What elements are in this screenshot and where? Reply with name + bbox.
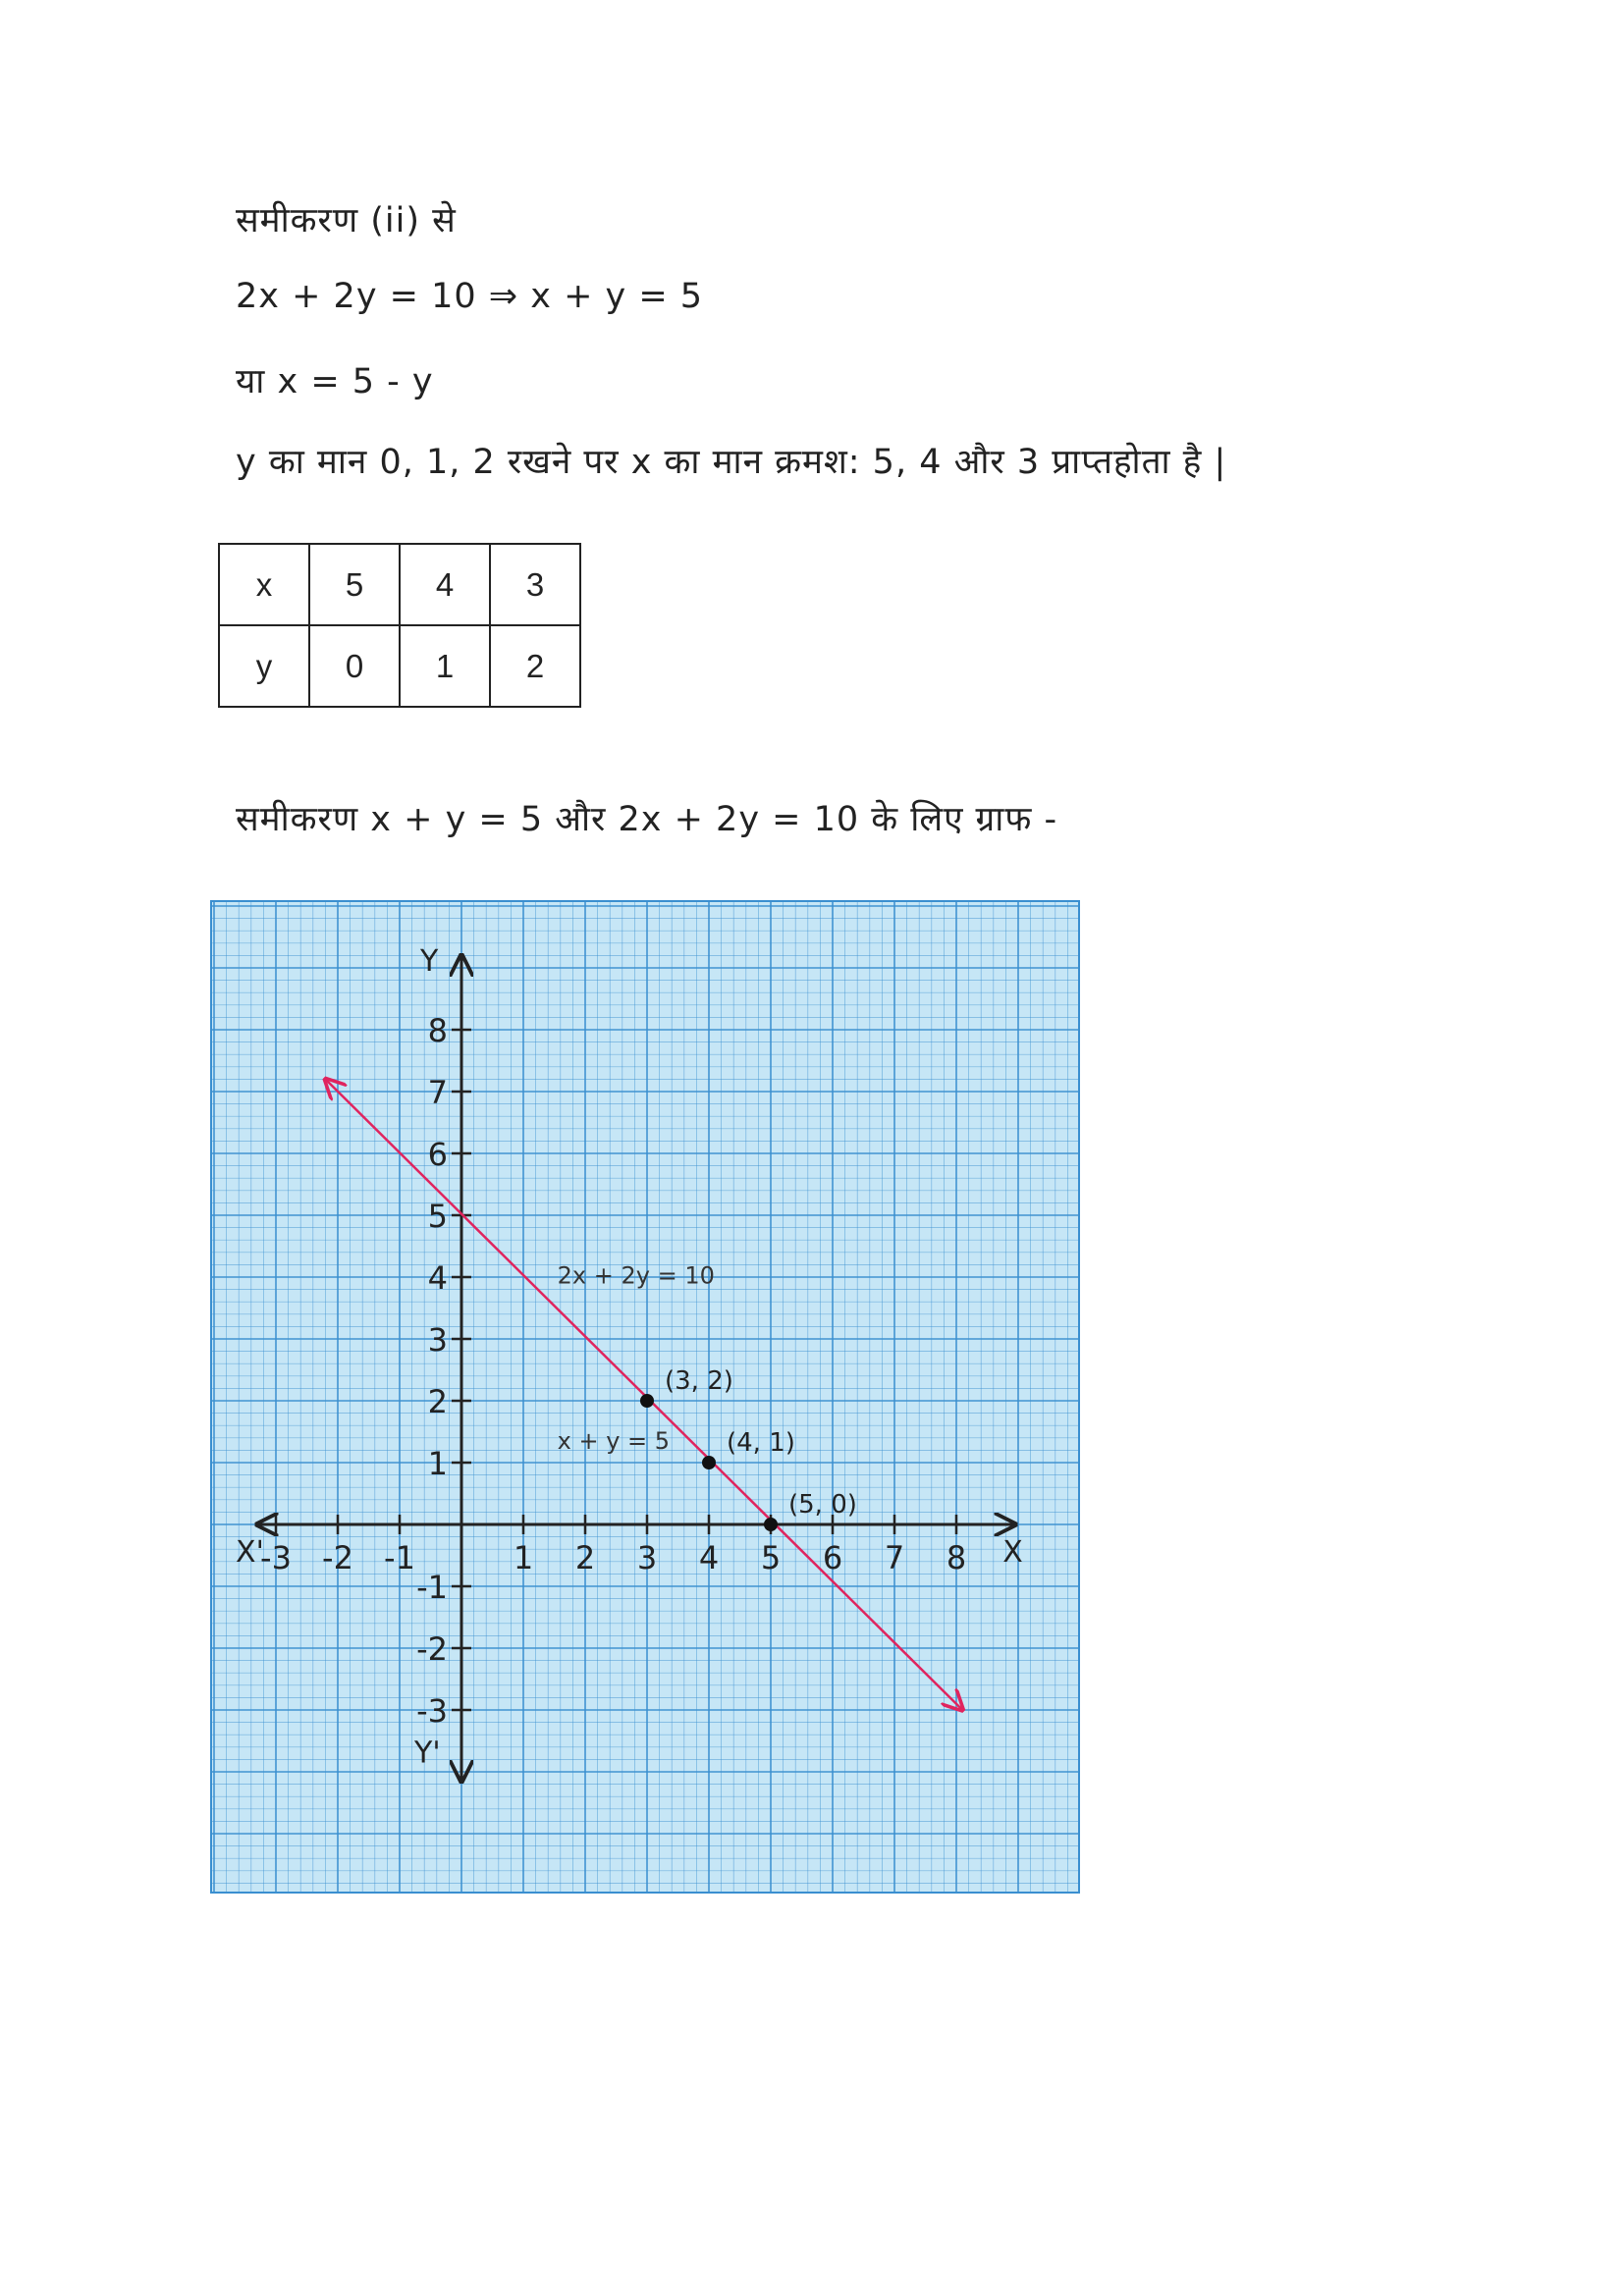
- y-tick-label: 3: [427, 1321, 448, 1359]
- data-point: [640, 1394, 654, 1408]
- y-tick-label: 7: [427, 1074, 448, 1111]
- x-tick-label: 7: [884, 1539, 905, 1576]
- x-tick-label: 5: [760, 1539, 782, 1576]
- y-axis-neg-label: Y': [414, 1735, 441, 1771]
- graph-heading: समीकरण x + y = 5 और 2x + 2y = 10 के लिए ग्राफ -: [236, 800, 1058, 839]
- graph-paper-chart: [210, 900, 1080, 1894]
- table-cell: 5: [309, 544, 400, 625]
- table-row: [219, 544, 580, 625]
- table-cell: 2: [490, 625, 580, 707]
- y-tick-label: 5: [427, 1198, 448, 1235]
- point-label: (5, 0): [788, 1490, 857, 1520]
- y-tick-label: 2: [427, 1383, 448, 1420]
- data-point: [702, 1456, 716, 1469]
- data-point: [764, 1518, 778, 1531]
- y-tick-label: 6: [427, 1136, 448, 1173]
- y-tick-label: -2: [416, 1630, 448, 1668]
- point-label: (3, 2): [665, 1366, 733, 1396]
- x-tick-label: 4: [698, 1539, 720, 1576]
- x-in-terms-of-y: या x = 5 - y: [236, 362, 434, 401]
- x-axis-neg-label: X': [236, 1535, 264, 1570]
- table-cell: 0: [309, 625, 400, 707]
- equation-label-x-y: x + y = 5: [557, 1427, 671, 1456]
- x-tick-label: 6: [822, 1539, 843, 1576]
- table-cell: 3: [490, 544, 580, 625]
- equation-label-2x-2y: 2x + 2y = 10: [557, 1261, 715, 1290]
- table-cell: y: [219, 625, 309, 707]
- x-tick-label: -3: [260, 1539, 292, 1576]
- y-tick-label: -3: [416, 1692, 448, 1730]
- y-tick-label: 4: [427, 1259, 448, 1297]
- y-tick-label: 1: [427, 1445, 448, 1482]
- table-cell: x: [219, 544, 309, 625]
- table-row: [219, 625, 580, 707]
- y-tick-label: -1: [416, 1569, 448, 1606]
- x-tick-label: 3: [636, 1539, 658, 1576]
- x-tick-label: 8: [946, 1539, 967, 1576]
- table-cell: 4: [400, 544, 490, 625]
- equation-simplification: 2x + 2y = 10 ⇒ x + y = 5: [236, 277, 704, 316]
- y-tick-label: 8: [427, 1012, 448, 1049]
- substitution-note: y का मान 0, 1, 2 रखने पर x का मान क्रमश: 5, 4 और 3 प्राप्तहोता है |: [236, 443, 1227, 482]
- x-tick-label: -2: [322, 1539, 353, 1576]
- x-tick-label: 1: [513, 1539, 534, 1576]
- table-cell: 1: [400, 625, 490, 707]
- values-table: [218, 543, 581, 708]
- line-from-equation-ii: समीकरण (ii) से: [236, 201, 457, 240]
- x-tick-label: -1: [384, 1539, 415, 1576]
- point-label: (4, 1): [727, 1428, 795, 1458]
- x-tick-label: 2: [574, 1539, 596, 1576]
- y-axis-label: Y: [420, 944, 439, 980]
- x-axis-label: X: [1002, 1535, 1023, 1570]
